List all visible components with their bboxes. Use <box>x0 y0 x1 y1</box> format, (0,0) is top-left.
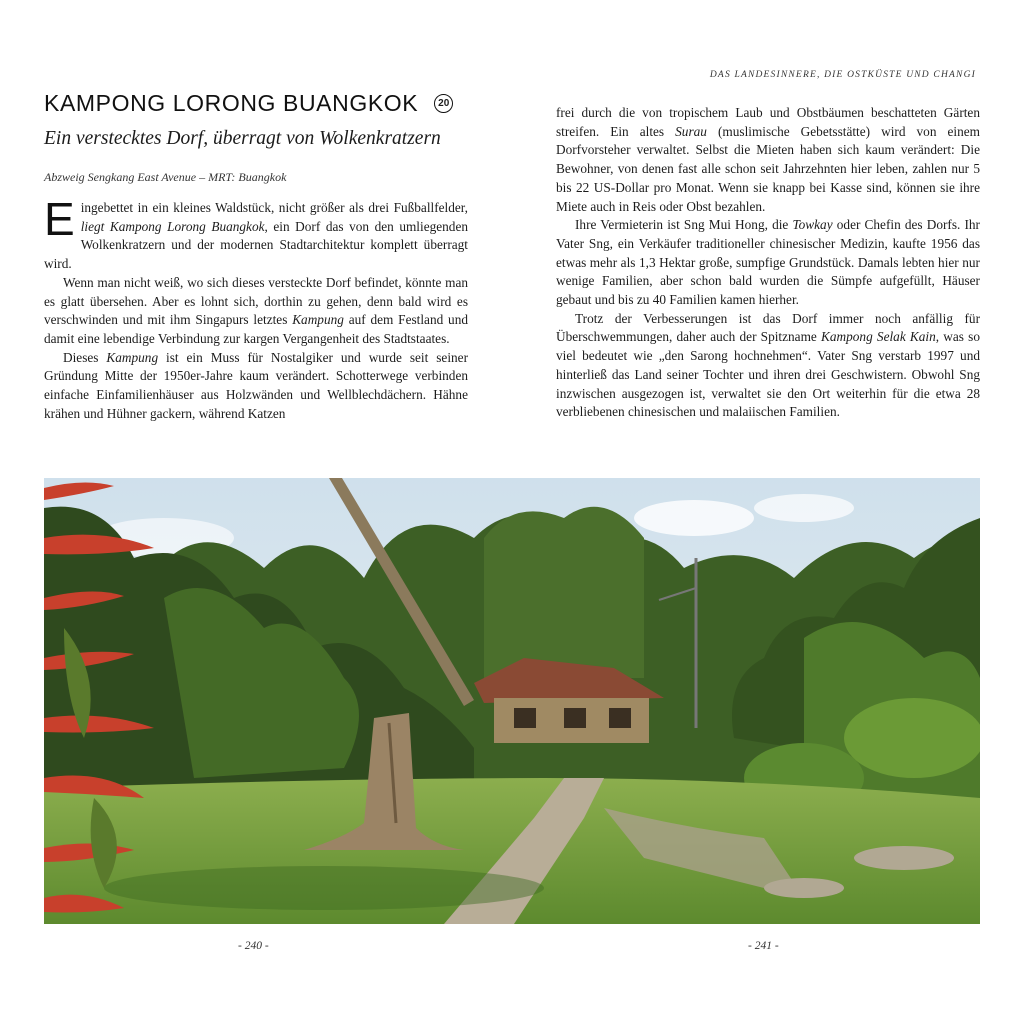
text-run: Trotz der Verbesserungen ist das Dorf immer noch anfällig für Überschwemmungen, daher auch der Spitzname <box>556 310 980 345</box>
title-row <box>44 90 453 117</box>
page-number-right: - 241 - <box>748 940 779 952</box>
emphasis-text: Towkay <box>792 217 833 233</box>
text-run: (muslimische Gebetsstätte) wird von einem Dorfvorsteher verwaltet. Selbst die Mieten haben sich kaum verändert: Die Bewohner, von denen fast alle schon seit Jahrzehnten hier leben, zahlen nur 5 bis 22 US-Dollar pro Monat. Wenn sie knapp bei Kasse sind, können sie ihre Miete auch in Reis oder Obst bezahlen. <box>556 123 980 214</box>
text-run: Dieses <box>63 349 107 365</box>
emphasis-text: Kampung <box>292 312 344 328</box>
right-text-column <box>556 104 980 422</box>
paragraph-3 <box>44 349 468 424</box>
text-run: , was so viel bedeutet wie „den Sarong hochnehmen“. Vater Sng verstarb 1997 und hinterließ das Land seiner Tochter und ihren drei Geschwistern. Obwohl Sng inzwischen ausgezogen ist, verwaltet sie den Ort weiterhin für die etwa 28 verbliebenen chinesischen und malaiischen Familien. <box>556 329 980 420</box>
kampong-photo <box>44 478 980 924</box>
text-run: oder Chefin des Dorfs. Ihr Vater Sng, ein Verkäufer traditioneller chinesischer Medizin, kaufte 1956 das etwas mehr als 1,3 Hektar große, sumpfige Grundstück. Damals lebten hier nur wenige Familien, aber schon bald wurden die Sümpfe aufgefüllt, Häuser gebaut und bis zu 40 Familien kamen hierher. <box>556 217 980 308</box>
text-run: , ein Dorf das von den umliegenden Wolkenkratzern und der modernen Stadtarchitektur komplett überragt wird. <box>44 218 468 272</box>
photo-illustration <box>44 478 980 924</box>
emphasis-text: Kampong Selak Kain <box>821 329 936 345</box>
drop-cap: E <box>44 193 75 245</box>
text-run: auf dem Festland und damit eine lebendige Verbindung zur kargen Vergangenheit des Stadtstaates. <box>44 312 468 346</box>
emphasis-text: Surau <box>675 123 707 139</box>
page-number-left: - 240 - <box>238 940 269 952</box>
location-line: Abzweig Sengkang East Avenue – MRT: Buangkok <box>44 170 287 184</box>
paragraph-5 <box>556 216 980 310</box>
page-title: KAMPONG LORONG BUANGKOK <box>44 90 419 116</box>
paragraph-6 <box>556 310 980 422</box>
left-text-column <box>44 193 468 423</box>
text-run: ingebettet in ein kleines Waldstück, nicht größer als drei Fußballfelder, <box>80 200 468 215</box>
subtitle: Ein verstecktes Dorf, überragt von Wolkenkratzern <box>44 128 441 149</box>
text-run: Wenn man nicht weiß, wo sich dieses versteckte Dorf befindet, könnte man es glatt übersehen. Aber es lohnt sich, dorthin zu gehen, denn bald wird es verschwinden und mit ihm Singapurs letztes <box>44 274 468 328</box>
running-head: DAS LANDESINNERE, DIE OSTKÜSTE UND CHANGI <box>709 70 976 80</box>
paragraph-2 <box>44 274 468 349</box>
text-run: Ihre Vermieterin ist Sng Mui Hong, die <box>575 217 793 233</box>
number-badge-icon: 20 <box>434 94 453 113</box>
paragraph-4 <box>556 104 980 216</box>
text-run: frei durch die von tropischem Laub und Obstbäumen beschatteten Gärten streifen. Ein altes <box>556 105 980 139</box>
emphasis-text: Kampung <box>106 349 159 365</box>
text-run: ist ein Muss für Nostalgiker und wurde seit seiner Gründung Mitte der 1950er-Jahre kaum verändert. Schotterwege verbinden einfache Einfamilienhäuser aus Holzwänden und Wellblechdächern. Hähne krähen und Hühner gackern, während Katzen <box>44 349 468 421</box>
paragraph-1 <box>44 193 468 274</box>
emphasis-text: liegt Kampong Lorong Buangkok <box>80 218 265 234</box>
